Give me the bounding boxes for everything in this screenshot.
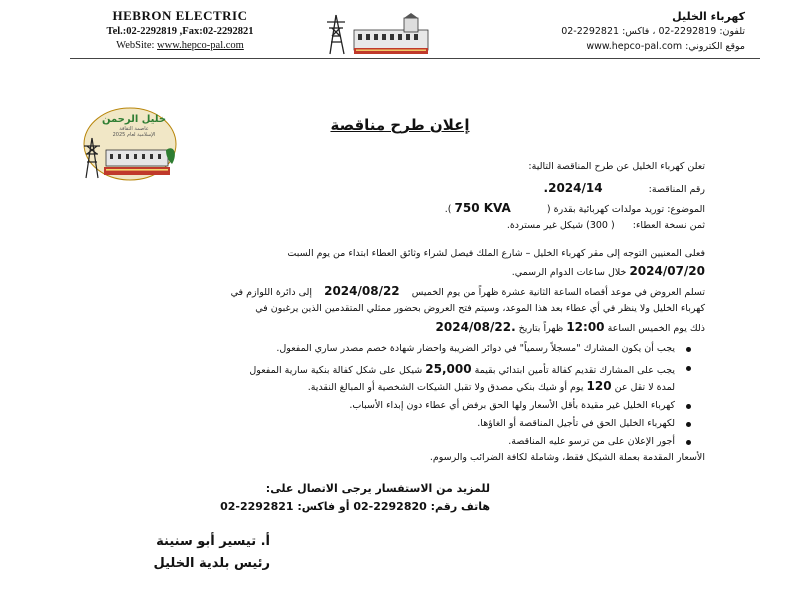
website-link[interactable]: www.hepco-pal.com <box>157 40 244 51</box>
svg-text:عاصمة الثقافة: عاصمة الثقافة <box>119 126 149 132</box>
letterhead-arabic <box>505 10 745 52</box>
guarantee-amount: 25,000 <box>425 362 472 376</box>
contact-numbers: هاتف رقم: 2292820-02 أو فاكس: 2292821-02 <box>220 500 490 513</box>
bullet-icon <box>686 404 691 409</box>
condition-item: كهرباء الخليل غير مقيدة بأقل الأسعار ولها الحق برفض أي عطاء دون إبداء الأسباب. <box>95 400 675 411</box>
bullet-icon <box>686 347 691 352</box>
opening-date: 2024/08/22. <box>435 320 516 334</box>
header-divider <box>70 58 760 59</box>
bullet-icon <box>686 422 691 427</box>
tender-price-line <box>65 220 705 231</box>
tender-number-label: رقم المناقصة: <box>648 184 705 195</box>
submission-paragraph-line3: ذلك يوم الخميس الساعة 12:00 ظهراً بتاريخ 2024/08/22. <box>435 320 705 334</box>
company-name-english: HEBRON ELECTRIC <box>112 8 248 23</box>
condition-item: يجب على المشارك تقديم كفالة تأمين ابتدائي بقيمة 25,000 شيكل على شكل كفالة بنكية سارية المفعول <box>95 362 675 376</box>
purchase-start-date: 2024/07/20 <box>629 264 705 278</box>
condition-item: أجور الإعلان على من ترسو عليه المناقصة. <box>95 436 675 447</box>
signatory-name: أ. تيسير أبو سنينة <box>156 534 270 549</box>
company-phone-fax-english: Tel.:02-2292819 ,Fax:02-2292821 <box>106 26 254 37</box>
tender-number: 2024/14. <box>543 181 603 195</box>
company-website-english: WebSite: www.hepco-pal.com <box>116 40 244 51</box>
generator-capacity: 750 KVA <box>454 201 511 215</box>
tender-subject-label: الموضوع: <box>667 204 705 215</box>
submission-paragraph-line2: كهرباء الخليل ولا ينظر في أي عطاء بعد هذا الموعد، وسيتم فتح العروض بحضور ممثلي المتقدمين الذين يرغبون في <box>255 303 705 314</box>
intro-text: تعلن كهرباء الخليل عن طرح المناقصة التالية: <box>528 161 705 172</box>
announcement-title: إعلان طرح مناقصة <box>330 116 470 134</box>
purchase-paragraph-line2: 2024/07/20 خلال ساعات الدوام الرسمي. <box>511 264 705 278</box>
company-website-arabic: موقع الكتروني: www.hepco-pal.com <box>586 41 745 52</box>
opening-time: 12:00 <box>566 320 605 334</box>
tender-subject-line: الموضوع: توريد مولدات كهربائية بقدرة ( 750 KVA ). <box>444 201 705 215</box>
condition-item-continued: لمدة لا تقل عن 120 يوم أو شيك بنكي مصدق ولا تقبل الشيكات الشخصية أو المبالغ النقدية. <box>307 379 675 393</box>
signatory-title: رئيس بلدية الخليل <box>153 556 270 571</box>
svg-text:خليل الرحمن: خليل الرحمن <box>101 114 167 125</box>
letterhead-english <box>70 8 290 51</box>
condition-item: لكهرباء الخليل الحق في تأجيل المناقصة أو الغاؤها. <box>95 418 675 429</box>
submission-paragraph: تسلم العروض في موعد أقصاه الساعة الثانية عشرة ظهراً من يوم الخميس 2024/08/22 إلى دائرة اللوازم في <box>230 284 705 298</box>
guarantee-days: 120 <box>586 379 612 393</box>
prices-note: الأسعار المقدمة بعملة الشيكل فقط، وشاملة لكافة الضرائب والرسوم. <box>429 452 705 463</box>
tender-price-label: ثمن نسخة العطاء: <box>632 220 705 231</box>
submission-date: 2024/08/22 <box>324 284 400 298</box>
contact-heading: للمزيد من الاستفسار يرجى الاتصال على: <box>265 482 490 495</box>
tender-number-line <box>65 181 705 195</box>
bullet-icon <box>686 440 691 445</box>
company-logo <box>322 12 434 56</box>
svg-text:الإسلامية لعام 2025: الإسلامية لعام 2025 <box>112 132 156 138</box>
company-name-arabic: كهرباء الخليل <box>672 10 745 23</box>
tender-price: ( 300) شيكل غير مستردة. <box>506 220 615 231</box>
company-phone-fax-arabic: تلفون: 2292819-02 ، فاكس: 2292821-02 <box>561 26 745 37</box>
purchase-paragraph: فعلى المعنيين التوجه إلى مقر كهرباء الخليل – شارع الملك فيصل لشراء وثائق العطاء ابتداء من يوم السبت <box>287 248 705 259</box>
condition-item: يجب أن يكون المشارك "مسجلاً رسمياً" في دوائر الضريبة واحضار شهادة خصم مصدر ساري المفعول. <box>95 343 675 354</box>
bullet-icon <box>686 366 691 371</box>
